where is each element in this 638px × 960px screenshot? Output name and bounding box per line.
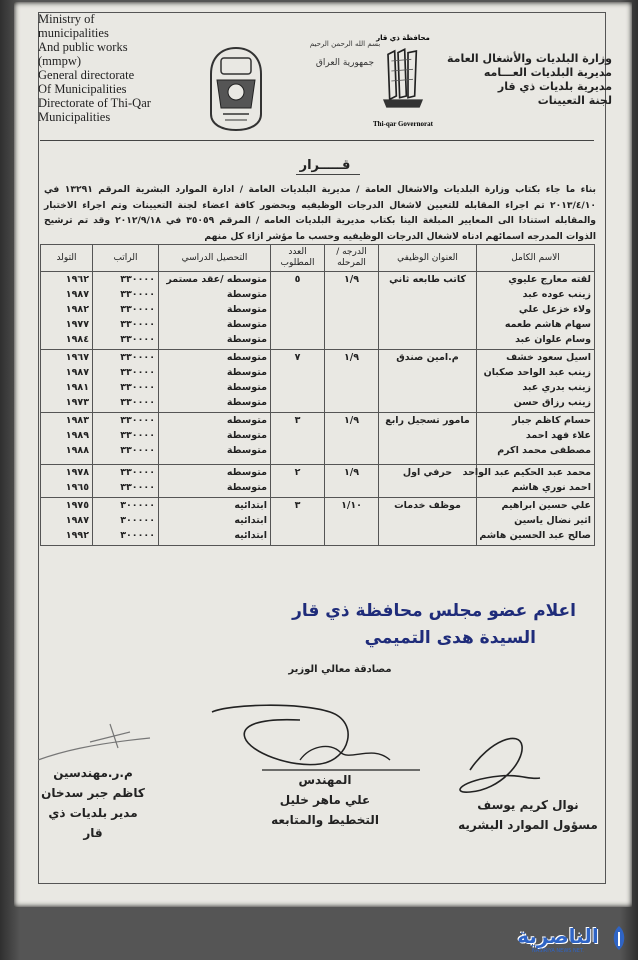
cell-count: [271, 498, 325, 546]
english-line: Directorate of Thi-Qar: [38, 96, 151, 110]
blue-stamp-notice: [150, 598, 600, 652]
header-name: الاسم الكامل: [477, 245, 595, 272]
birth-year-value: ١٩٨١: [65, 382, 89, 393]
watermark-logo-icon: [608, 924, 630, 952]
table-row: [41, 413, 595, 465]
table-header-row: [41, 245, 595, 272]
employee-name: زينب عوده عبد: [522, 289, 591, 300]
employee-name: زينب بدري عبد: [522, 382, 591, 393]
birth-year-value: ١٩٦٥: [65, 482, 89, 493]
header-job-title: العنوان الوظيفي: [379, 245, 477, 272]
watermark-subtext: NASIRIYA NEWS NET.: [532, 948, 584, 954]
english-line: Ministry of: [38, 12, 95, 26]
salary-value: ٣٣٠٠٠٠: [120, 430, 155, 441]
arabic-letterhead: [447, 52, 612, 108]
cell-grade: [325, 498, 379, 546]
employee-name: محمد عبد الحكيم عبد الواحد: [462, 467, 591, 478]
cell-grade: [325, 350, 379, 413]
employee-name: حسام كاظم جبار: [512, 415, 591, 426]
birth-year-value: ١٩٦٢: [65, 274, 89, 285]
decision-title: قـــــرار: [299, 158, 351, 173]
education-value: متوسطه: [226, 467, 267, 478]
signature-name: نوال كريم يوسف: [477, 798, 579, 812]
count-value: ٧: [294, 352, 301, 363]
education-value: متوسطه: [226, 352, 267, 363]
signature-role: مدير بلديات ذي قار: [48, 806, 138, 840]
salary-value: ٣٣٠٠٠٠: [120, 482, 155, 493]
cell-job-title: [379, 413, 477, 465]
cell-salary: [93, 350, 159, 413]
signature-title: م.ر.مهندسين: [53, 766, 133, 780]
grade-value: ١/٩: [343, 274, 360, 285]
english-line: Municipalities: [38, 110, 111, 124]
birth-year-value: ١٩٧٥: [65, 500, 89, 511]
salary-value: ٣٣٠٠٠٠: [120, 467, 155, 478]
education-value: ابتدائيه: [234, 530, 267, 541]
grade-value: ١/٩: [343, 415, 360, 426]
cell-count: [271, 272, 325, 350]
employee-name: سهام هاشم طعمه: [504, 319, 591, 330]
salary-value: ٣٠٠٠٠٠: [120, 515, 155, 526]
cell-salary: [93, 413, 159, 465]
english-line: municipalities: [38, 26, 109, 40]
education-value: متوسطة: [226, 430, 267, 441]
cell-education: [159, 272, 271, 350]
birth-year-value: ١٩٧٨: [65, 467, 89, 478]
cell-job-title: [379, 498, 477, 546]
education-value: متوسطة: [226, 482, 267, 493]
arabic-line: مديرية البلديات العـــامه: [483, 66, 612, 79]
governorate-emblem: [373, 34, 433, 134]
birth-year-value: ١٩٩٢: [65, 530, 89, 541]
employee-name: صالح عبد الحسين هاشم: [479, 530, 591, 541]
salary-value: ٣٣٠٠٠٠: [120, 274, 155, 285]
cell-names: [462, 465, 595, 498]
notice-line-1: اعلام عضو مجلس محافظة ذي قار: [292, 601, 576, 621]
employee-name: مصطفى محمد اكرم: [497, 445, 591, 456]
english-letterhead: [38, 12, 151, 124]
birth-year-value: ١٩٦٧: [65, 352, 89, 363]
cell-salary: [93, 465, 159, 498]
cell-birth: [41, 413, 93, 465]
count-value: ٢: [294, 467, 301, 478]
notice-line-2: السيدة هدى التميمي: [364, 628, 536, 648]
table-row: [41, 498, 595, 546]
watermark: [510, 922, 630, 956]
job-title: موظف خدمات: [394, 500, 461, 511]
cell-birth: [41, 350, 93, 413]
cell-education: [159, 498, 271, 546]
salary-value: ٣٣٠٠٠٠: [120, 397, 155, 408]
cell-count: [271, 350, 325, 413]
cell-salary: [93, 498, 159, 546]
education-value: ابتدائيه: [234, 500, 267, 511]
job-title: مامور تسجيل رابع: [385, 415, 470, 426]
employee-name: ولاء خزعل علي: [518, 304, 591, 315]
arabic-line: لجنة التعيينات: [537, 94, 612, 107]
signature-block-hr: [450, 795, 606, 835]
cell-grade: [325, 465, 379, 498]
cell-job-title: [379, 272, 477, 350]
cell-birth: [41, 272, 93, 350]
count-value: ٥: [294, 274, 301, 285]
cell-names: [477, 413, 595, 465]
education-value: متوسطة: [226, 397, 267, 408]
english-line: And public works: [38, 40, 128, 54]
education-value: متوسطة: [226, 382, 267, 393]
salary-value: ٣٣٠٠٠٠: [120, 352, 155, 363]
cell-names: [477, 350, 595, 413]
education-value: متوسطة: [226, 445, 267, 456]
signature-block-planning: [262, 770, 388, 830]
birth-year-value: ١٩٨٧: [65, 367, 89, 378]
birth-year-value: ١٩٨٤: [65, 334, 89, 345]
signature-name: علي ماهر خليل: [279, 793, 371, 807]
header-birth-year: التولد: [41, 245, 93, 272]
salary-value: ٣٣٠٠٠٠: [120, 334, 155, 345]
cell-names: [477, 272, 595, 350]
signature-title: المهندس: [298, 773, 352, 787]
arabic-line: مديرية بلديات ذي قار: [497, 80, 612, 93]
employee-name: علاء فهد احمد: [525, 430, 591, 441]
cell-education: [159, 413, 271, 465]
table-row: [41, 272, 595, 350]
table-row: [41, 350, 595, 413]
minister-approval: مصادقة معالي الوزير: [288, 664, 392, 675]
employee-name: اثير نضال ياسين: [514, 515, 591, 526]
ministry-logo-icon: [203, 44, 269, 132]
signature-block-director: [38, 763, 148, 843]
salary-value: ٣٣٠٠٠٠: [120, 445, 155, 456]
job-title: م.امين صندق: [396, 352, 459, 363]
arabic-line: وزارة البلديات والأشغال العامة: [446, 52, 612, 65]
cell-education: [159, 350, 271, 413]
employee-name: علي حسين ابراهيم: [501, 500, 591, 511]
header-grade: الدرجه /المرحله: [325, 245, 379, 272]
salary-value: ٣٣٠٠٠٠: [120, 382, 155, 393]
governorate-emblem-icon: [373, 46, 433, 126]
basmala: بسم الله الرحمن الرحيم: [309, 40, 381, 48]
birth-year-value: ١٩٨٧: [65, 515, 89, 526]
grade-value: ١/١٠: [341, 500, 362, 511]
count-value: ٣: [294, 500, 301, 511]
cell-birth: [41, 498, 93, 546]
cell-grade: [325, 272, 379, 350]
birth-year-value: ١٩٨٧: [65, 289, 89, 300]
employee-name: زينب رزاق حسن: [513, 397, 591, 408]
cell-count: [271, 465, 325, 498]
grade-value: ١/٩: [343, 352, 360, 363]
count-value: ٣: [294, 415, 301, 426]
cell-names: [477, 498, 595, 546]
candidates-table: [40, 244, 595, 546]
governorate-label-ar: محافظة ذي قار: [376, 34, 430, 42]
cell-salary: [93, 272, 159, 350]
education-value: متوسطه: [226, 415, 267, 426]
cell-job-title: [379, 350, 477, 413]
education-value: متوسطة: [226, 319, 267, 330]
signature-role: التخطيط والمتابعه: [271, 813, 379, 827]
salary-value: ٣٣٠٠٠٠: [120, 289, 155, 300]
education-value: متوسطة: [226, 304, 267, 315]
signature-name: كاظم جبر سدخان: [41, 786, 145, 800]
birth-year-value: ١٩٧٣: [65, 397, 89, 408]
birth-year-value: ١٩٨٨: [65, 445, 89, 456]
education-value: متوسطة: [226, 367, 267, 378]
decision-underline: [296, 174, 360, 175]
english-line: (mmpw): [38, 54, 82, 68]
cell-count: [271, 413, 325, 465]
salary-value: ٣٠٠٠٠٠: [120, 530, 155, 541]
education-value: متوسطه /عقد مستمر: [166, 274, 267, 285]
cell-grade: [325, 413, 379, 465]
birth-year-value: ١٩٨٢: [65, 304, 89, 315]
education-value: ابتدائيه: [234, 515, 267, 526]
birth-year-value: ١٩٨٩: [65, 430, 89, 441]
salary-value: ٣٣٠٠٠٠: [120, 319, 155, 330]
cell-education: [159, 465, 271, 498]
employee-name: لقته معارج عليوي: [508, 274, 591, 285]
employee-name: وسام علوان عبد: [515, 334, 591, 345]
governorate-label-en: Thi-qar Governorat: [373, 120, 433, 128]
birth-year-value: ١٩٧٧: [65, 319, 89, 330]
job-title: كاتب طابعه ثاني: [389, 274, 466, 285]
salary-value: ٣٣٠٠٠٠: [120, 304, 155, 315]
employee-name: زينب عبد الواحد صكبان: [483, 367, 591, 378]
decision-body: بناء ما جاء بكتاب وزارة البلديات والاشغال العامة / مديرية البلديات العامة / ادارة الموارد البشرية المرقم ١٣٢٩١ في ٢٠١٣/٤/١٠ تم اجراء المقابله للتعيين لاشغال الدرجات الوظيفيه وبحضور كافة اعضاء لجنة التعيينات وتم اجراء الاختبار والمقابله استنادا الى المعايير المبلغة الينا بكتاب مديرية البلديات العامه / المرقم ٣٥٠٥٩ في ٢٠١٢/٩/١٨ وقد تم ترشيح الذوات المدرجه اسمائهم ادناه لاشغال الدرجات الوظيفيه وحسب ما مؤشر ازاء كل منهم: [44, 184, 597, 242]
table-row: [41, 465, 595, 498]
education-value: متوسطة: [226, 334, 267, 345]
birth-year-value: ١٩٨٣: [65, 415, 89, 426]
education-value: متوسطة: [226, 289, 267, 300]
cell-job-title: [379, 465, 477, 498]
job-title: حرفي اول: [402, 467, 453, 478]
header-divider: [40, 140, 594, 141]
republic-label: جمهورية العراق: [315, 58, 375, 68]
english-line: General directorate: [38, 68, 135, 82]
cell-birth: [41, 465, 93, 498]
employee-name: احمد نوري هاشم: [511, 482, 591, 493]
english-line: Of Municipalities: [38, 82, 127, 96]
grade-value: ١/٩: [343, 467, 360, 478]
header-count: العدد المطلوب: [271, 245, 325, 272]
header-salary: الراتب: [93, 245, 159, 272]
employee-name: اسيل سعود خشف: [506, 352, 591, 363]
salary-value: ٣٣٠٠٠٠: [120, 367, 155, 378]
salary-value: ٣٠٠٠٠٠: [120, 500, 155, 511]
watermark-text: الناصرية: [517, 924, 599, 948]
header-education: التحصيل الدراسي: [159, 245, 271, 272]
salary-value: ٣٣٠٠٠٠: [120, 415, 155, 426]
signature-role: مسؤول الموارد البشريه: [458, 818, 598, 832]
